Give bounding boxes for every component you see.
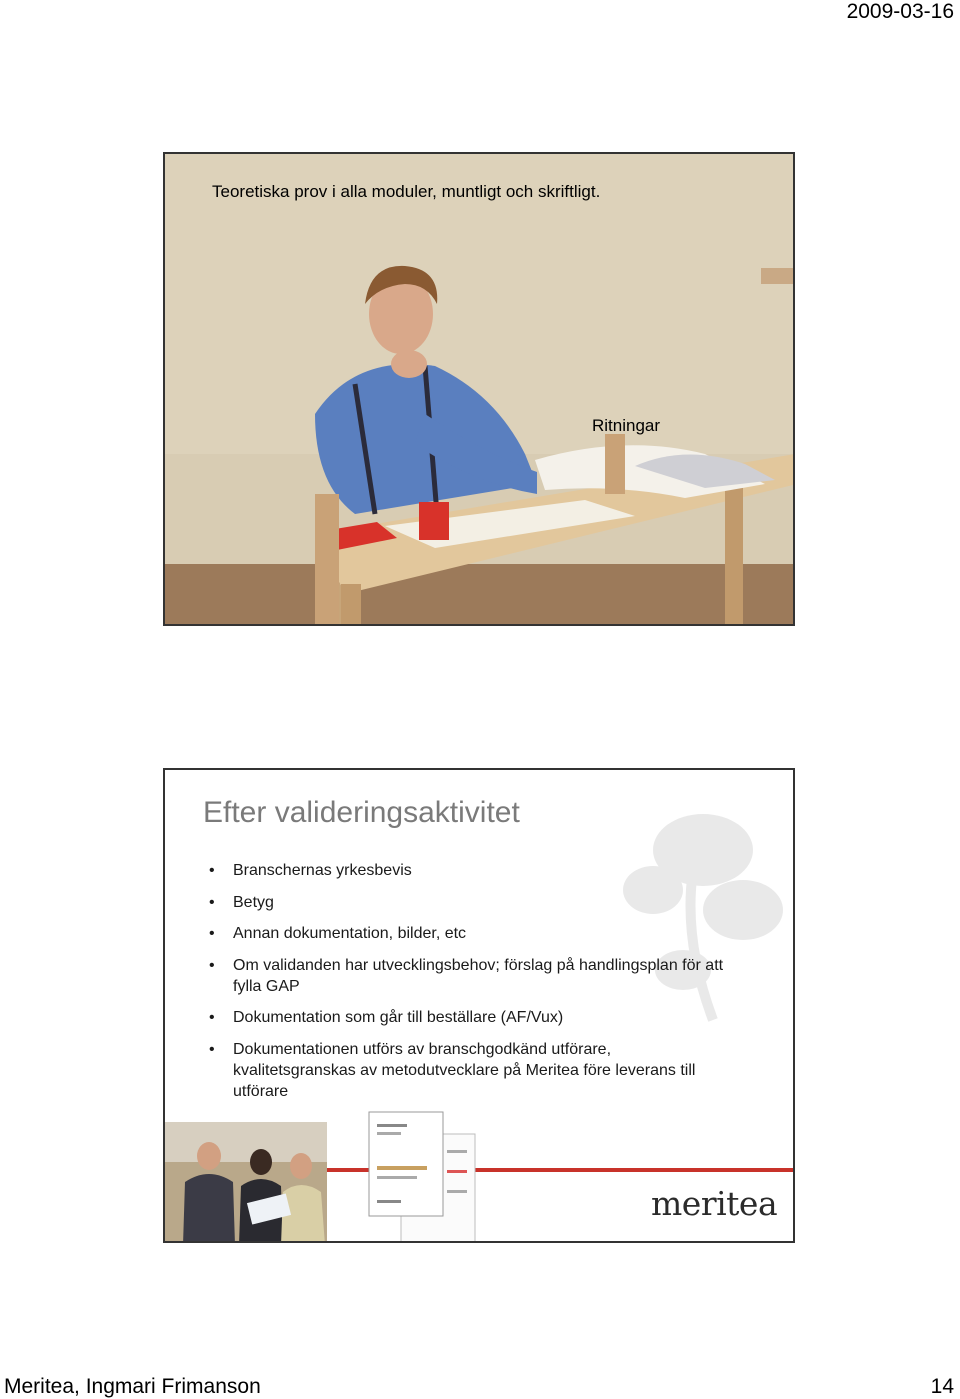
page-number: 14	[930, 1375, 954, 1398]
list-item: • Branschernas yrkesbevis	[209, 860, 729, 881]
slide-2	[163, 768, 795, 1243]
list-item: • Betyg	[209, 892, 729, 913]
slide-2-title: Efter valideringsaktivitet	[203, 796, 520, 829]
list-item: • Dokumentationen utförs av branschgodkänd utförare, kvalitetsgranskas av metodutvecklare på Meritea före leverans till utförare	[209, 1039, 729, 1102]
meritea-logo: meritea	[651, 1184, 778, 1223]
slide-1-caption: Teoretiska prov i alla moduler, muntligt och skriftligt.	[212, 182, 601, 201]
list-item: • Dokumentation som går till beställare (AF/Vux)	[209, 1007, 729, 1028]
slide-1-label: Ritningar	[592, 416, 661, 435]
slide-1	[163, 152, 795, 626]
classroom-photo	[165, 154, 795, 626]
group-photo	[165, 1122, 327, 1243]
documents-image	[365, 1110, 485, 1243]
list-item: • Om validanden har utvecklingsbehov; förslag på handlingsplan för att fylla GAP	[209, 955, 729, 997]
header-date: 2009-03-16	[846, 0, 954, 23]
bullet-list	[209, 860, 729, 1112]
list-item: • Annan dokumentation, bilder, etc	[209, 923, 729, 944]
footer-author: Meritea, Ingmari Frimanson	[4, 1375, 261, 1398]
